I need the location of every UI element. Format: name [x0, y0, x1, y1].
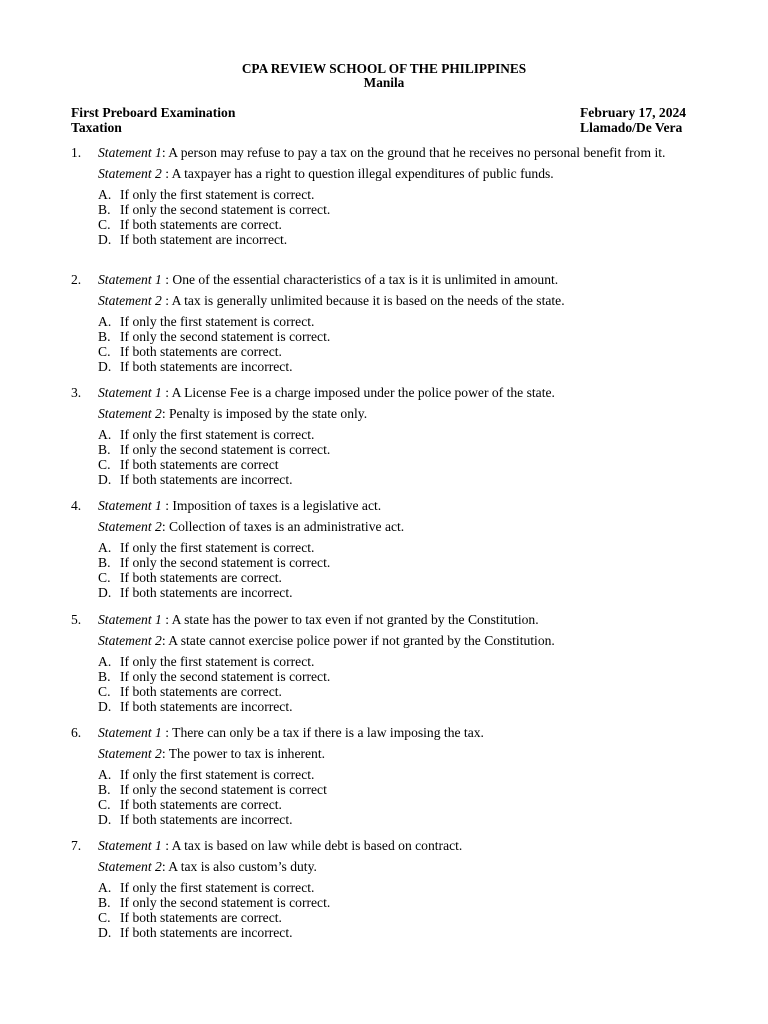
statement-2-separator: :	[161, 519, 169, 534]
choice-text: If only the first statement is correct.	[120, 654, 315, 669]
choice-option	[98, 457, 698, 472]
choice-option	[98, 925, 698, 940]
choice-text: If both statements are correct.	[120, 684, 282, 699]
question-number: 4.	[71, 498, 82, 513]
exam-date: February 17, 2024	[580, 105, 687, 120]
choice-option	[98, 442, 698, 457]
question-number: 5.	[71, 612, 82, 627]
statement-2-separator: :	[161, 633, 169, 648]
choice-list	[98, 654, 698, 714]
question-item	[71, 145, 698, 247]
statement-2-label: Statement 2	[98, 633, 162, 648]
choice-letter: C.	[98, 910, 111, 925]
statement-1	[98, 725, 698, 740]
choice-text: If both statements are incorrect.	[120, 812, 293, 827]
choice-text: If both statements are incorrect.	[120, 699, 293, 714]
statement-1-text: There can only be a tax if there is a law imposing the tax.	[172, 725, 484, 740]
choice-option	[98, 782, 698, 797]
question-number: 6.	[71, 725, 82, 740]
question-number: 2.	[71, 272, 82, 287]
statement-2	[98, 746, 698, 761]
statement-1-label: Statement 1	[98, 838, 162, 853]
statement-1-separator: :	[161, 272, 173, 287]
question-number: 7.	[71, 838, 82, 853]
statement-2-label: Statement 2	[98, 746, 162, 761]
choice-text: If only the second statement is correct.	[120, 895, 331, 910]
choice-text: If only the second statement is correct.	[120, 329, 331, 344]
choice-option	[98, 555, 698, 570]
statement-2	[98, 293, 698, 308]
statement-1-separator: :	[161, 838, 172, 853]
choice-option	[98, 427, 698, 442]
statement-1-text: A person may refuse to pay a tax on the ground that he receives no personal benefit from it.	[168, 145, 666, 160]
choice-letter: C.	[98, 684, 111, 699]
choice-list	[98, 767, 698, 827]
statement-1-text: Imposition of taxes is a legislative act.	[172, 498, 382, 513]
choice-letter: B.	[98, 782, 111, 797]
choice-text: If only the second statement is correct.	[120, 442, 331, 457]
question-item	[71, 838, 698, 940]
statement-2-separator: :	[161, 406, 169, 421]
choice-list	[98, 427, 698, 487]
choice-text: If only the first statement is correct.	[120, 187, 315, 202]
choice-option	[98, 767, 698, 782]
choice-letter: B.	[98, 555, 111, 570]
statement-1-label: Statement 1	[98, 145, 162, 160]
choice-letter: A.	[98, 767, 112, 782]
choice-letter: B.	[98, 202, 111, 217]
choice-letter: B.	[98, 669, 111, 684]
choice-text: If both statements are incorrect.	[120, 925, 293, 940]
choice-letter: D.	[98, 585, 112, 600]
statement-1-label: Statement 1	[98, 612, 162, 627]
statement-2-label: Statement 2	[98, 166, 162, 181]
question-item	[71, 272, 698, 374]
statement-2-label: Statement 2	[98, 293, 162, 308]
choice-letter: A.	[98, 187, 112, 202]
statement-1	[98, 498, 698, 513]
exam-subject: Taxation	[71, 120, 122, 135]
statement-2-text: The power to tax is inherent.	[168, 746, 326, 761]
question-item	[71, 612, 698, 714]
statement-1-separator: :	[161, 385, 172, 400]
choice-text: If only the first statement is correct.	[120, 767, 315, 782]
choice-text: If both statements are correct.	[120, 797, 282, 812]
statement-2-text: Penalty is imposed by the state only.	[169, 406, 368, 421]
choice-letter: C.	[98, 217, 111, 232]
statement-2-label: Statement 2	[98, 859, 162, 874]
choice-letter: B.	[98, 895, 111, 910]
statement-1-label: Statement 1	[98, 272, 162, 287]
choice-letter: A.	[98, 654, 112, 669]
choice-option	[98, 910, 698, 925]
choice-text: If both statements are correct.	[120, 344, 282, 359]
choice-letter: B.	[98, 442, 111, 457]
choice-letter: A.	[98, 427, 112, 442]
statement-2-separator: :	[161, 859, 169, 874]
choice-list	[98, 540, 698, 600]
choice-text: If both statements are correct	[120, 457, 279, 472]
choice-letter: D.	[98, 812, 112, 827]
choice-text: If only the second statement is correct.	[120, 669, 331, 684]
choice-letter: A.	[98, 314, 112, 329]
statement-1-text: A License Fee is a charge imposed under the police power of the state.	[171, 385, 555, 400]
choice-option	[98, 585, 698, 600]
choice-letter: C.	[98, 797, 111, 812]
choice-letter: C.	[98, 344, 111, 359]
school-city: Manila	[363, 75, 405, 90]
choice-option	[98, 797, 698, 812]
choice-text: If both statements are correct.	[120, 910, 282, 925]
choice-letter: D.	[98, 925, 112, 940]
statement-1-separator: :	[161, 725, 173, 740]
statement-1	[98, 385, 698, 400]
choice-letter: D.	[98, 472, 112, 487]
choice-option	[98, 669, 698, 684]
statement-1	[98, 272, 698, 287]
choice-letter: C.	[98, 457, 111, 472]
exam-title: First Preboard Examination	[71, 105, 236, 120]
statement-2-text: A tax is generally unlimited because it is based on the needs of the state.	[171, 293, 565, 308]
statement-1-label: Statement 1	[98, 498, 162, 513]
choice-option	[98, 880, 698, 895]
statement-1	[98, 612, 698, 627]
statement-2	[98, 859, 698, 874]
question-number: 3.	[71, 385, 82, 400]
choice-letter: A.	[98, 540, 112, 555]
statement-2-text: Collection of taxes is an administrative act.	[169, 519, 405, 534]
statement-2-text: A tax is also custom’s duty.	[168, 859, 317, 874]
choice-option	[98, 344, 698, 359]
question-item	[71, 498, 698, 600]
choice-text: If both statements are correct.	[120, 217, 282, 232]
statement-2-separator: :	[161, 166, 172, 181]
choice-option	[98, 570, 698, 585]
statement-2-separator: :	[161, 293, 172, 308]
choice-option	[98, 472, 698, 487]
choice-text: If only the second statement is correct.	[120, 202, 331, 217]
choice-list	[98, 187, 698, 247]
statement-2	[98, 166, 698, 181]
choice-text: If both statement are incorrect.	[120, 232, 288, 247]
statement-2	[98, 406, 698, 421]
statement-1-label: Statement 1	[98, 725, 162, 740]
choice-text: If both statements are incorrect.	[120, 359, 293, 374]
question-item	[71, 725, 698, 827]
statement-1-separator: :	[161, 612, 172, 627]
statement-1	[98, 838, 698, 853]
choice-option	[98, 684, 698, 699]
choice-option	[98, 329, 698, 344]
choice-option	[98, 812, 698, 827]
choice-list	[98, 880, 698, 940]
statement-1-separator: :	[161, 498, 173, 513]
choice-text: If only the second statement is correct.	[120, 555, 331, 570]
choice-option	[98, 540, 698, 555]
choice-option	[98, 314, 698, 329]
statement-1-text: A state has the power to tax even if not granted by the Constitution.	[171, 612, 539, 627]
choice-option	[98, 187, 698, 202]
statement-1-separator: :	[161, 145, 169, 160]
choice-letter: D.	[98, 359, 112, 374]
statement-2	[98, 519, 698, 534]
statement-2-text: A state cannot exercise police power if not granted by the Constitution.	[168, 633, 555, 648]
choice-text: If only the first statement is correct.	[120, 880, 315, 895]
statement-1-text: One of the essential characteristics of a tax is it is unlimited in amount.	[172, 272, 559, 287]
choice-letter: D.	[98, 699, 112, 714]
choice-letter: A.	[98, 880, 112, 895]
statement-1	[98, 145, 698, 160]
choice-text: If both statements are correct.	[120, 570, 282, 585]
question-number: 1.	[71, 145, 82, 160]
exam-authors: Llamado/De Vera	[580, 120, 683, 135]
statement-2	[98, 633, 698, 648]
statement-1-label: Statement 1	[98, 385, 162, 400]
choice-text: If both statements are incorrect.	[120, 472, 293, 487]
choice-option	[98, 232, 698, 247]
choice-text: If only the first statement is correct.	[120, 314, 315, 329]
statement-2-text: A taxpayer has a right to question illegal expenditures of public funds.	[171, 166, 554, 181]
choice-option	[98, 895, 698, 910]
statement-2-label: Statement 2	[98, 406, 162, 421]
statement-2-label: Statement 2	[98, 519, 162, 534]
choice-option	[98, 654, 698, 669]
choice-letter: C.	[98, 570, 111, 585]
choice-text: If only the second statement is correct	[120, 782, 327, 797]
choice-letter: D.	[98, 232, 112, 247]
choice-option	[98, 202, 698, 217]
statement-2-separator: :	[161, 746, 169, 761]
choice-list	[98, 314, 698, 374]
choice-text: If both statements are incorrect.	[120, 585, 293, 600]
choice-option	[98, 699, 698, 714]
statement-1-text: A tax is based on law while debt is based on contract.	[171, 838, 463, 853]
question-item	[71, 385, 698, 487]
choice-option	[98, 359, 698, 374]
choice-text: If only the first statement is correct.	[120, 540, 315, 555]
choice-option	[98, 217, 698, 232]
school-name: CPA REVIEW SCHOOL OF THE PHILIPPINES	[241, 61, 527, 76]
choice-letter: B.	[98, 329, 111, 344]
choice-text: If only the first statement is correct.	[120, 427, 315, 442]
